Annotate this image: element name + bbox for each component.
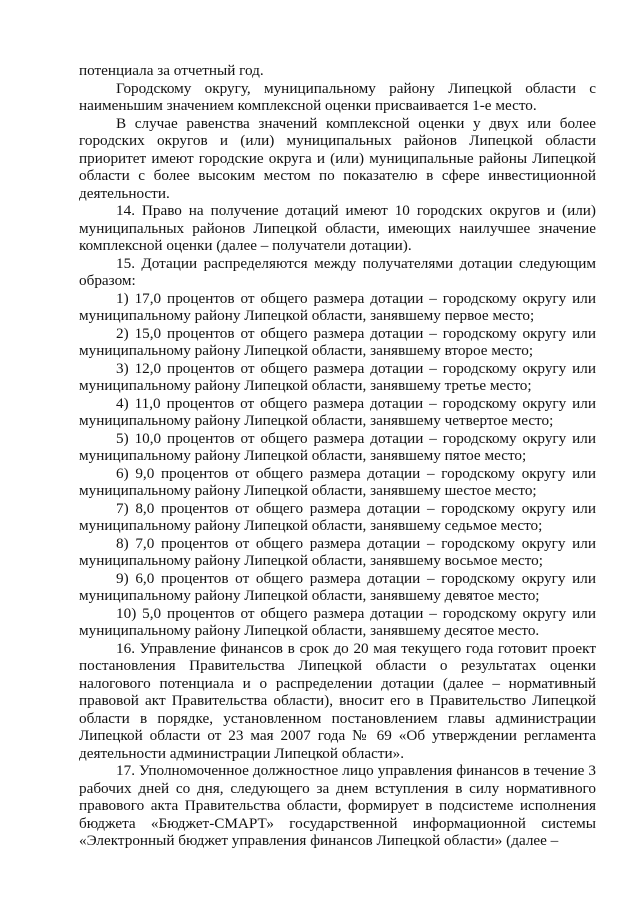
paragraph-continuation: потенциала за отчетный год. — [79, 62, 264, 79]
list-item-1: 1) 17,0 процентов от общего размера дотации – городскому округу или муниципальному району Липецкой области, занявшему первое место; — [79, 289, 596, 324]
list-item-8: 8) 7,0 процентов от общего размера дотации – городскому округу или муниципальному району Липецкой области, занявшему восьмое место; — [79, 534, 596, 569]
list-item-10: 10) 5,0 процентов от общего размера дотации – городскому округу или муниципальному району Липецкой области, занявшему десятое место. — [79, 604, 596, 639]
list-item-4: 4) 11,0 процентов от общего размера дотации – городскому округу или муниципальному району Липецкой области, занявшему четвертое место; — [79, 394, 596, 429]
paragraph-17: 17. Уполномоченное должностное лицо управления финансов в течение 3 рабочих дней со дня, следующего за днем вступления в силу нормативного правового акта Правительства области, формирует в подсистеме исполнения бюджета «Бюджет-СМАРТ» государственной информационной системы «Электронный бюджет управления финансов Липецкой области» (далее – — [79, 762, 596, 849]
list-item-9: 9) 6,0 процентов от общего размера дотации – городскому округу или муниципальному району Липецкой области, занявшему девятое место; — [79, 569, 596, 604]
paragraph-16: 16. Управление финансов в срок до 20 мая текущего года готовит проект постановления Правительства Липецкой области о результатах оценки налогового потенциала и о распределении дотации (далее – нормативный правовой акт Правительства области), вносит его в Правительство Липецкой области в порядке, установленном постановлением главы администрации Липецкой области от 23 мая 2007 года № 69 «Об утверждении регламента деятельности администрации Липецкой области». — [79, 639, 596, 762]
list-item-6: 6) 9,0 процентов от общего размера дотации – городскому округу или муниципальному району Липецкой области, занявшему шестое место; — [79, 464, 596, 499]
paragraph-15: 15. Дотации распределяются между получателями дотации следующим образом: — [79, 254, 596, 289]
paragraph-ranking-rule: Городскому округу, муниципальному району Липецкой области с наименьшим значением комплексной оценки присваивается 1-е место. — [79, 79, 596, 114]
list-item-5: 5) 10,0 процентов от общего размера дотации – городскому округу или муниципальному району Липецкой области, занявшему пятое место; — [79, 429, 596, 464]
list-item-3: 3) 12,0 процентов от общего размера дотации – городскому округу или муниципальному району Липецкой области, занявшему третье место; — [79, 359, 596, 394]
list-item-7: 7) 8,0 процентов от общего размера дотации – городскому округу или муниципальному району Липецкой области, занявшему седьмое место; — [79, 499, 596, 534]
paragraph-14: 14. Право на получение дотаций имеют 10 городских округов и (или) муниципальных районов Липецкой области, имеющих наилучшее значение комплексной оценки (далее – получатели дотации). — [79, 202, 596, 254]
list-item-2: 2) 15,0 процентов от общего размера дотации – городскому округу или муниципальному району Липецкой области, занявшему второе место; — [79, 324, 596, 359]
paragraph-equal-values: В случае равенства значений комплексной оценки у двух или более городских округов и (или) муниципальных районов Липецкой области приоритет имеют городские округа и (или) муниципальные районы Липецкой области с более высоким местом по показателю в сфере инвестиционной деятельности. — [79, 114, 596, 202]
